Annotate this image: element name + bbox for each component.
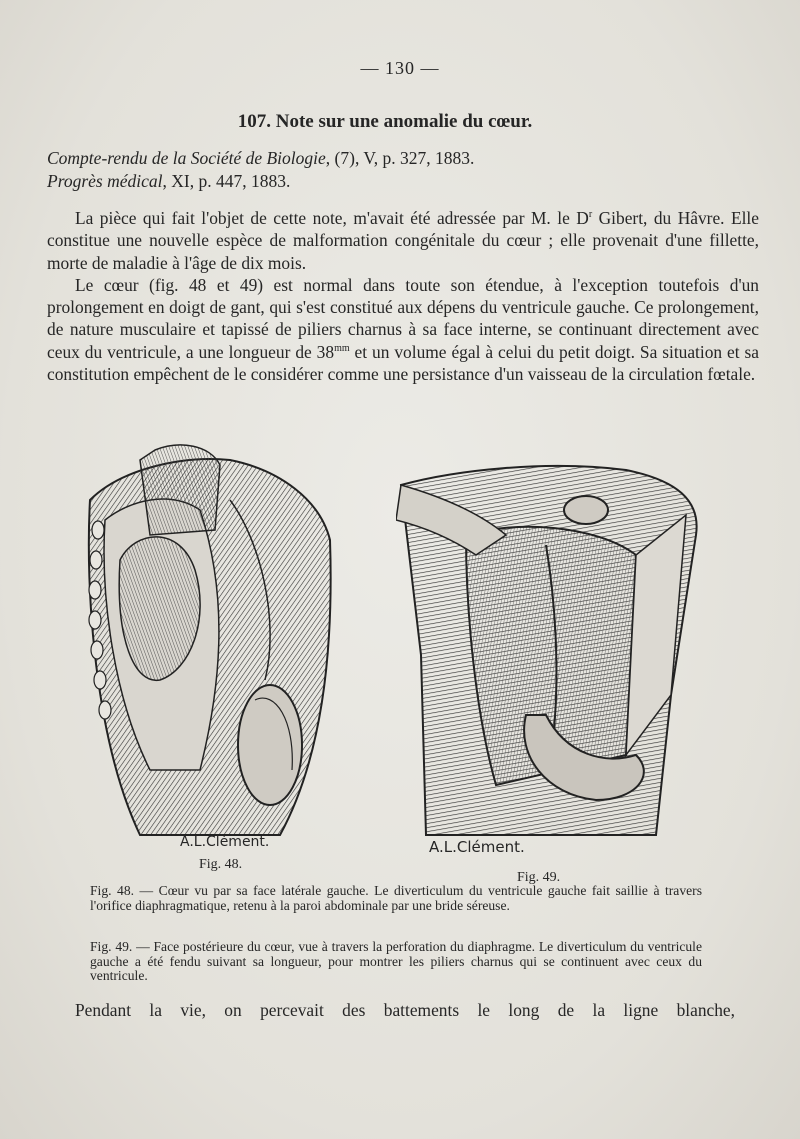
page-number: — 130 —	[360, 58, 440, 78]
reference-details: , (7), V, p. 327, 1883.	[325, 148, 475, 168]
paragraph-1-text-end: Gibert, du Hâvre. Elle constitue une nouvelle espèce de malformation congénitale du cœur ; elle provenait d'une fillette, morte de maladie à l'âge de dix mois.	[47, 208, 759, 273]
continuation-line: Pendant la vie, on percevait des battements le long de la ligne blanche,	[75, 1000, 735, 1020]
figure-49-label: Fig. 49.	[517, 870, 561, 885]
figure-49-caption-text: Fig. 49. — Face postérieure du cœur, vue à travers la perforation du diaphragme. Le diverticulum du ventricule gauche a été fendu suivant sa longueur, pour montrer les piliers charnus qui se continuent avec ceux du ventricule.	[90, 939, 702, 983]
paragraph-1	[47, 207, 759, 274]
section-title: 107. Note sur une anomalie du cœur.	[237, 111, 533, 132]
figure-48-label: Fig. 48.	[199, 857, 243, 872]
paragraph-2	[47, 274, 759, 385]
figure-49-caption	[90, 940, 702, 984]
reference-details: , XI, p. 447, 1883.	[162, 171, 291, 191]
figure-48-caption-text: Fig. 48. — Cœur vu par sa face latérale gauche. Le diverticulum du ventricule gauche fait saillie à travers l'orifice diaphragmatique, retenu à la paroi abdominale par une bride séreuse.	[90, 883, 702, 913]
figure-48-illustration	[80, 440, 340, 840]
reference-source: Progrès médical	[47, 171, 163, 191]
figure-48-caption	[90, 884, 702, 913]
reference-line-2	[47, 171, 290, 192]
figure-49-illustration	[396, 455, 706, 840]
superscript: r	[588, 209, 593, 221]
reference-line-1	[47, 148, 474, 169]
figure-49-signature: A.L.Clément.	[429, 838, 525, 856]
reference-source: Compte-rendu de la Société de Biologie	[47, 148, 326, 168]
body-text	[47, 207, 759, 385]
superscript: mm	[334, 342, 350, 354]
figure-48-signature: A.L.Clément.	[180, 834, 270, 850]
paragraph-2-text-end: et un volume égal à celui du petit doigt. Sa situation et sa constitution empêchent de le considérer comme une persistance d'un vaisseau de la circulation fœtale.	[47, 341, 760, 385]
paragraph-2-text: Le cœur (fig. 48 et 49) est normal dans toute son étendue, à l'exception toutefois d'un prolongement en doigt de gant, qui s'est constitué aux dépens du ventricule gauche. Ce prolongement, de nature musculaire et tapissé de piliers charnus à sa face interne, se continuant directement avec ceux du ventricule, a une longueur de 38	[47, 274, 759, 362]
paragraph-1-text: La pièce qui fait l'objet de cette note, m'avait été adressée par M. le D	[75, 208, 589, 228]
